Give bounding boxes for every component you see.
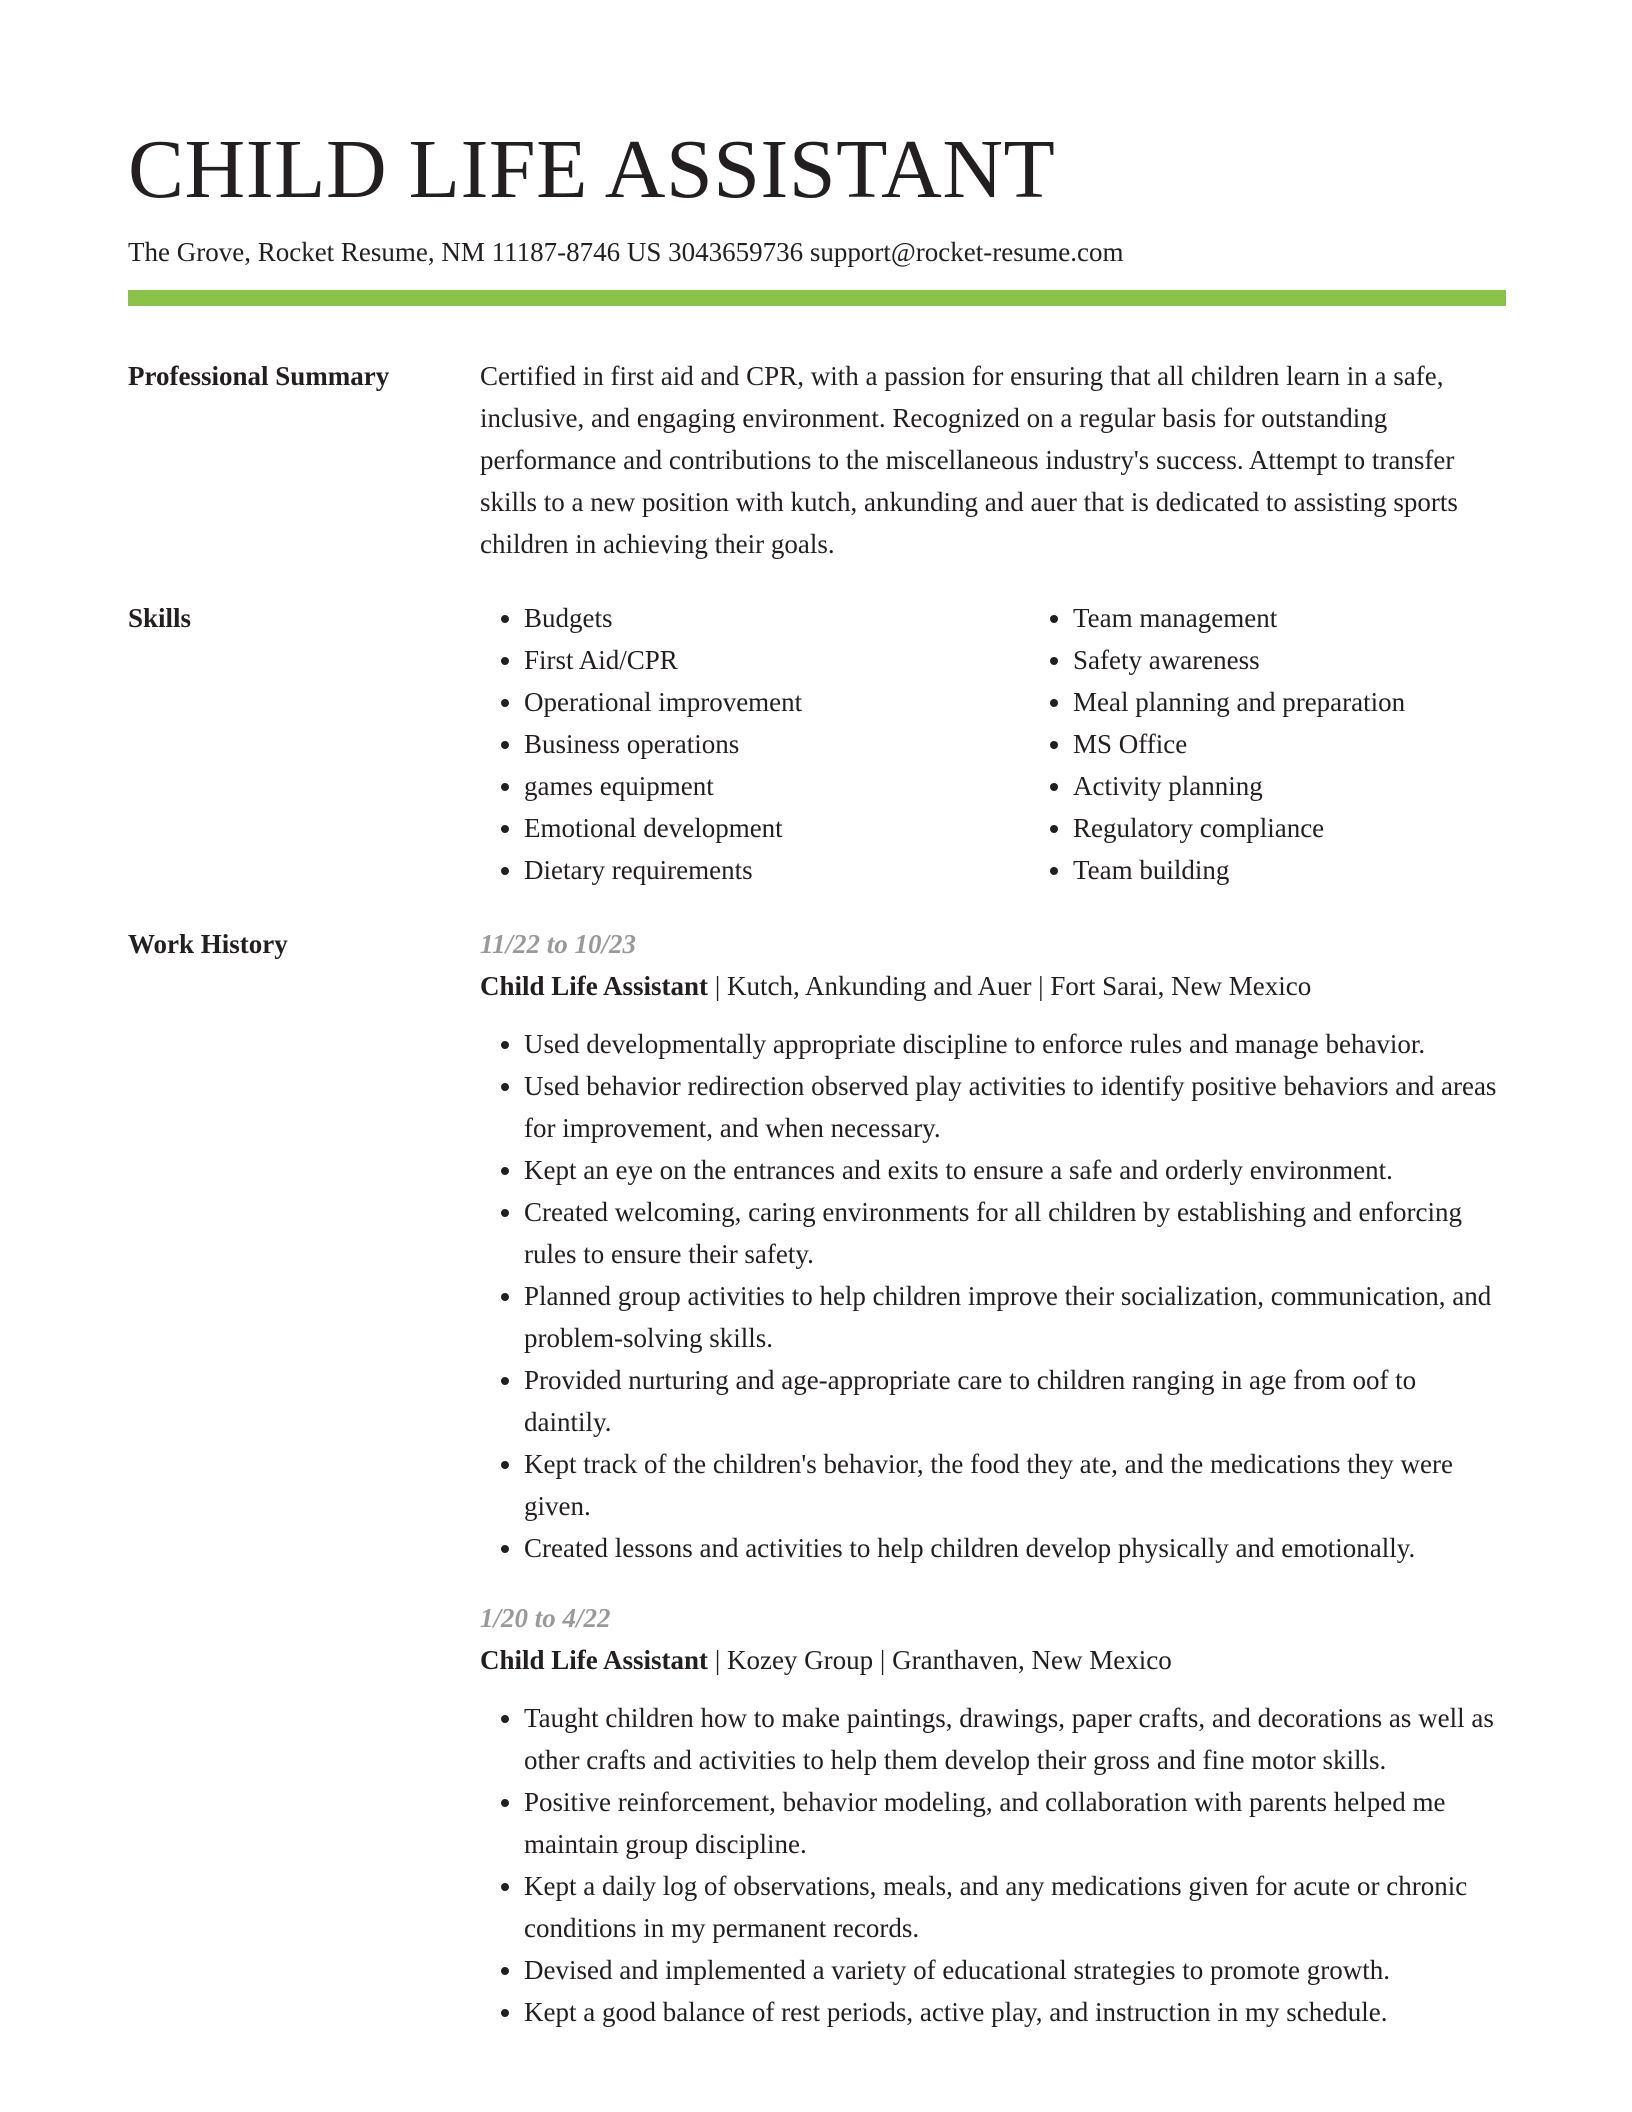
skill-item: • Meal planning and preparation bbox=[1073, 681, 1578, 723]
job-heading bbox=[480, 1639, 1506, 1681]
job-title: Child Life Assistant bbox=[480, 971, 709, 1001]
job-bullet: • Kept an eye on the entrances and exits to ensure a safe and orderly environment. bbox=[524, 1149, 1506, 1191]
section-label: Work History bbox=[128, 929, 288, 959]
skill-item: • Business operations bbox=[524, 723, 1029, 765]
job-bullets bbox=[480, 1023, 1506, 1569]
job-bullet: • Created welcoming, caring environments for all children by establishing and enforcing rules to ensure their safety. bbox=[524, 1191, 1506, 1275]
job-entry bbox=[480, 923, 1506, 1569]
job-bullet: • Kept a good balance of rest periods, active play, and instruction in my schedule. bbox=[524, 1991, 1506, 2033]
job-bullet: • Used developmentally appropriate discipline to enforce rules and manage behavior. bbox=[524, 1023, 1506, 1065]
job-bullet: • Used behavior redirection observed play activities to identify positive behaviors and areas for improvement, and when necessary. bbox=[524, 1065, 1506, 1149]
job-details: | Kutch, Ankunding and Auer | Fort Sarai, New Mexico bbox=[708, 971, 1312, 1001]
skill-item: • Dietary requirements bbox=[524, 849, 1029, 891]
header-divider bbox=[128, 290, 1506, 306]
skill-item: • Emotional development bbox=[524, 807, 1029, 849]
skill-item: • Team management bbox=[1073, 597, 1578, 639]
job-dates: 11/22 to 10/23 bbox=[480, 929, 637, 959]
job-bullet: • Kept track of the children's behavior, the food they ate, and the medications they were given. bbox=[524, 1443, 1506, 1527]
job-bullet: • Taught children how to make paintings, drawings, paper crafts, and decorations as well as other crafts and activities to help them develop their gross and fine motor skills. bbox=[524, 1697, 1506, 1781]
job-entry bbox=[480, 1597, 1506, 2033]
skills-section bbox=[128, 597, 1506, 891]
section-label: Skills bbox=[128, 603, 192, 633]
skill-item: • Activity planning bbox=[1073, 765, 1578, 807]
job-bullet: • Kept a daily log of observations, meals, and any medications given for acute or chronic conditions in my permanent records. bbox=[524, 1865, 1506, 1949]
skills-list-right bbox=[1029, 597, 1578, 891]
skill-item: • Safety awareness bbox=[1073, 639, 1578, 681]
summary-text: Certified in first aid and CPR, with a passion for ensuring that all children learn in a safe, inclusive, and engaging environment. Recognized on a regular basis for outstanding performance and contributions to the miscellaneous industry's success. Attempt to transfer skills to a new position with kutch, ankunding and auer that is dedicated to assisting sports children in achieving their goals. bbox=[480, 361, 1458, 559]
job-heading bbox=[480, 965, 1506, 1007]
job-details: | Kozey Group | Granthaven, New Mexico bbox=[708, 1645, 1172, 1675]
skill-item: • Operational improvement bbox=[524, 681, 1029, 723]
professional-summary-section bbox=[128, 355, 1506, 565]
job-bullets bbox=[480, 1697, 1506, 2033]
job-bullet: • Positive reinforcement, behavior modeling, and collaboration with parents helped me maintain group discipline. bbox=[524, 1781, 1506, 1865]
section-label: Professional Summary bbox=[128, 361, 390, 391]
candidate-name: CHILD LIFE ASSISTANT bbox=[128, 123, 1056, 216]
skills-list-left bbox=[480, 597, 1029, 891]
work-history-section bbox=[128, 923, 1506, 2033]
skill-item: • First Aid/CPR bbox=[524, 639, 1029, 681]
resume-page bbox=[128, 118, 1506, 2033]
contact-line: The Grove, Rocket Resume, NM 11187-8746 US 3043659736 support@rocket-resume.com bbox=[128, 237, 1124, 267]
job-dates: 1/20 to 4/22 bbox=[480, 1603, 611, 1633]
job-bullet: • Provided nurturing and age-appropriate care to children ranging in age from oof to daintily. bbox=[524, 1359, 1506, 1443]
job-bullet: • Planned group activities to help children improve their socialization, communication, and problem-solving skills. bbox=[524, 1275, 1506, 1359]
skill-item: • games equipment bbox=[524, 765, 1029, 807]
skill-item: • MS Office bbox=[1073, 723, 1578, 765]
skill-item: • Regulatory compliance bbox=[1073, 807, 1578, 849]
skill-item: • Budgets bbox=[524, 597, 1029, 639]
job-title: Child Life Assistant bbox=[480, 1645, 709, 1675]
job-bullet: • Created lessons and activities to help children develop physically and emotionally. bbox=[524, 1527, 1506, 1569]
job-bullet: • Devised and implemented a variety of educational strategies to promote growth. bbox=[524, 1949, 1506, 1991]
skill-item: • Team building bbox=[1073, 849, 1578, 891]
